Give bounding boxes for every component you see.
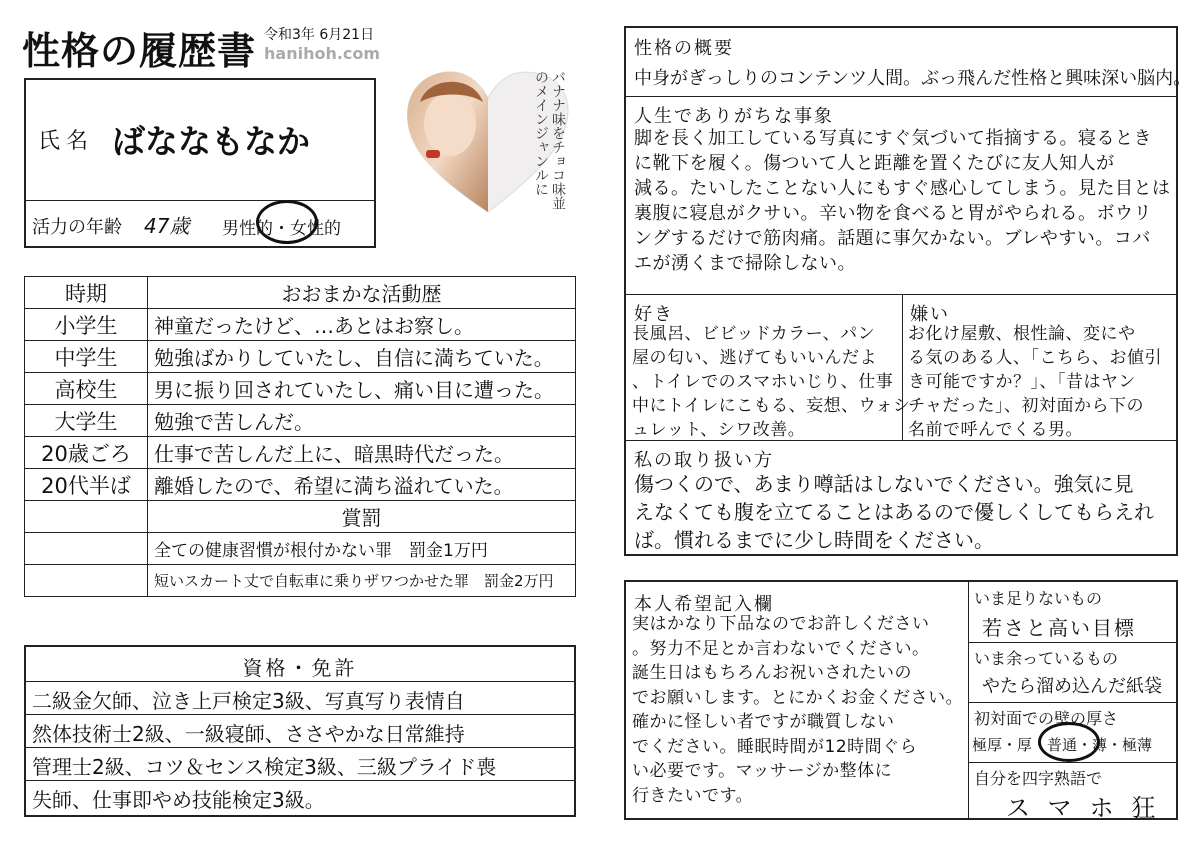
column-header: おおまかな活動歴 — [148, 277, 576, 309]
column-header: 時期 — [25, 277, 148, 309]
period-cell: 20歳ごろ — [25, 437, 148, 469]
profile-box — [24, 78, 376, 248]
qualification-line: 然体技術士2級、一級寝師、ささやかな日常維持 — [32, 722, 465, 746]
gender-scale: 男性的・女性的 — [222, 219, 341, 239]
qualifications-box — [24, 645, 576, 817]
qualification-line: 管理士2級、コツ＆センス検定3級、三級プライド喪 — [32, 755, 497, 779]
wishes-label: 本人希望記入欄 — [634, 594, 774, 615]
award-cell: 全ての健康習慣が根付かない罪 罰金1万円 — [148, 533, 576, 565]
table-row — [25, 501, 576, 533]
likes-label: 好き — [634, 304, 674, 325]
life-events-label: 人生でありがちな事象 — [634, 106, 834, 127]
photo-caption: バナナ味をチョコ味並のメインジャンルに — [533, 70, 566, 210]
handling-label: 私の取り扱い方 — [634, 450, 774, 471]
lacking-label: いま足りないもの — [974, 589, 1103, 608]
activity-cell: 勉強で苦しんだ。 — [148, 405, 576, 437]
page-title: 性格の履歴書 — [22, 29, 257, 73]
table-row — [25, 565, 576, 597]
lacking-value: 若さと高い目標 — [982, 616, 1136, 640]
period-cell: 中学生 — [25, 341, 148, 373]
award-cell: 短いスカート丈で自転車に乗りザワつかせた罪 罰金2万円 — [148, 565, 576, 597]
name-label: 氏名 — [38, 129, 95, 154]
name-value: ばななもなか — [112, 122, 310, 161]
qualification-line: 二級金欠師、泣き上戸検定3級、写真写り表情自 — [32, 689, 465, 713]
activity-cell: 男に振り回されていたし、痛い目に遭った。 — [148, 373, 576, 405]
table-row — [25, 309, 576, 341]
table-row — [25, 469, 576, 501]
activity-cell: 離婚したので、希望に満ち溢れていた。 — [148, 469, 576, 501]
personality-box — [624, 26, 1192, 556]
selection-circle — [1038, 722, 1100, 762]
vitality-label: 活力の年齢 — [32, 217, 122, 238]
qualification-line: 失師、仕事即やめ技能検定3級。 — [32, 788, 325, 812]
period-cell: 小学生 — [25, 309, 148, 341]
date-text: 令和3年 6月21日 — [264, 27, 375, 43]
profile-photo — [398, 62, 578, 217]
wall-label: 初対面での壁の厚さ — [974, 709, 1119, 728]
handling-text: 傷つくので、あまり噂話はしないでください。強気に見 えなくても腹を立てることはあるので優しくしてもらえれ ば。慣れるまでに少し時間をください。 — [634, 472, 1154, 552]
table-row — [25, 405, 576, 437]
awards-title: 賞罰 — [148, 501, 576, 533]
activity-cell: 勉強ばかりしていたし、自信に満ちていた。 — [148, 341, 576, 373]
dislikes-text: お化け屋敷、根性論、変にや る気のある人、「こちら、お値引 き可能ですか？」、「昔はヤン チャだった」、初対面から下の 名前で呼んでくる男。 — [908, 324, 1162, 440]
site-url: hanihoh.com — [264, 44, 381, 63]
surplus-value: やたら溜め込んだ紙袋 — [982, 676, 1162, 697]
activity-cell: 神童だったけど、…あとはお察し。 — [148, 309, 576, 341]
period-cell: 大学生 — [25, 405, 148, 437]
life-events-text: 脚を長く加工している写真にすぐ気づいて指摘する。寝るとき に靴下を履く。傷ついて人と距離を置くたびに友人知人が 減る。たいしたことない人にもすぐ感心してしまう。見た目とは 裏腹に寝息がクサい。辛い物を食べると胃がやられる。ボウリ ングするだけで筋肉痛。話題に事欠かない。ブレやすい。コバ エが湧くまで掃除しない。 — [634, 128, 1171, 274]
table-header-row — [25, 277, 576, 309]
period-cell: 20代半ば — [25, 469, 148, 501]
selection-circle — [256, 200, 318, 244]
idiom-label: 自分を四字熟語で — [974, 769, 1103, 788]
overview-label: 性格の概要 — [634, 38, 734, 59]
table-row — [25, 341, 576, 373]
idiom-value: スマホ狂 — [1006, 794, 1174, 822]
wall-scale: 極厚・厚・普通・薄・極薄 — [972, 736, 1153, 754]
period-cell: 高校生 — [25, 373, 148, 405]
table-row — [25, 533, 576, 565]
wishes-box — [624, 580, 1178, 820]
dislikes-label: 嫌い — [910, 304, 950, 325]
qualifications-title: 資格・免許 — [242, 656, 358, 680]
overview-text: 中身がぎっしりのコンテンツ人間。ぶっ飛んだ性格と興味深い脳内。 — [634, 68, 1192, 89]
table-row — [25, 437, 576, 469]
history-table — [24, 276, 576, 597]
likes-text: 長風呂、ビビッドカラー、パン 屋の匂い、逃げてもいいんだよ 、トイレでのスマホいじり、仕事 中にトイレにこもる、妄想、ウォシ ュレット、シワ改善。 — [632, 324, 911, 440]
vitality-age: 47歳 — [144, 214, 190, 238]
surplus-label: いま余っているもの — [974, 649, 1119, 668]
activity-cell: 仕事で苦しんだ上に、暗黒時代だった。 — [148, 437, 576, 469]
table-row — [25, 373, 576, 405]
wishes-text: 実はかなり下品なのでお許しください 。努力不足とか言わないでください。 誕生日はもちろんお祝いされたいの でお願いします。とにかくお金ください。 確かに怪しい者ですが職質しない でください。睡眠時間が12時間ぐら い必要です。マッサージか整体に 行きたいです。 — [632, 614, 964, 806]
